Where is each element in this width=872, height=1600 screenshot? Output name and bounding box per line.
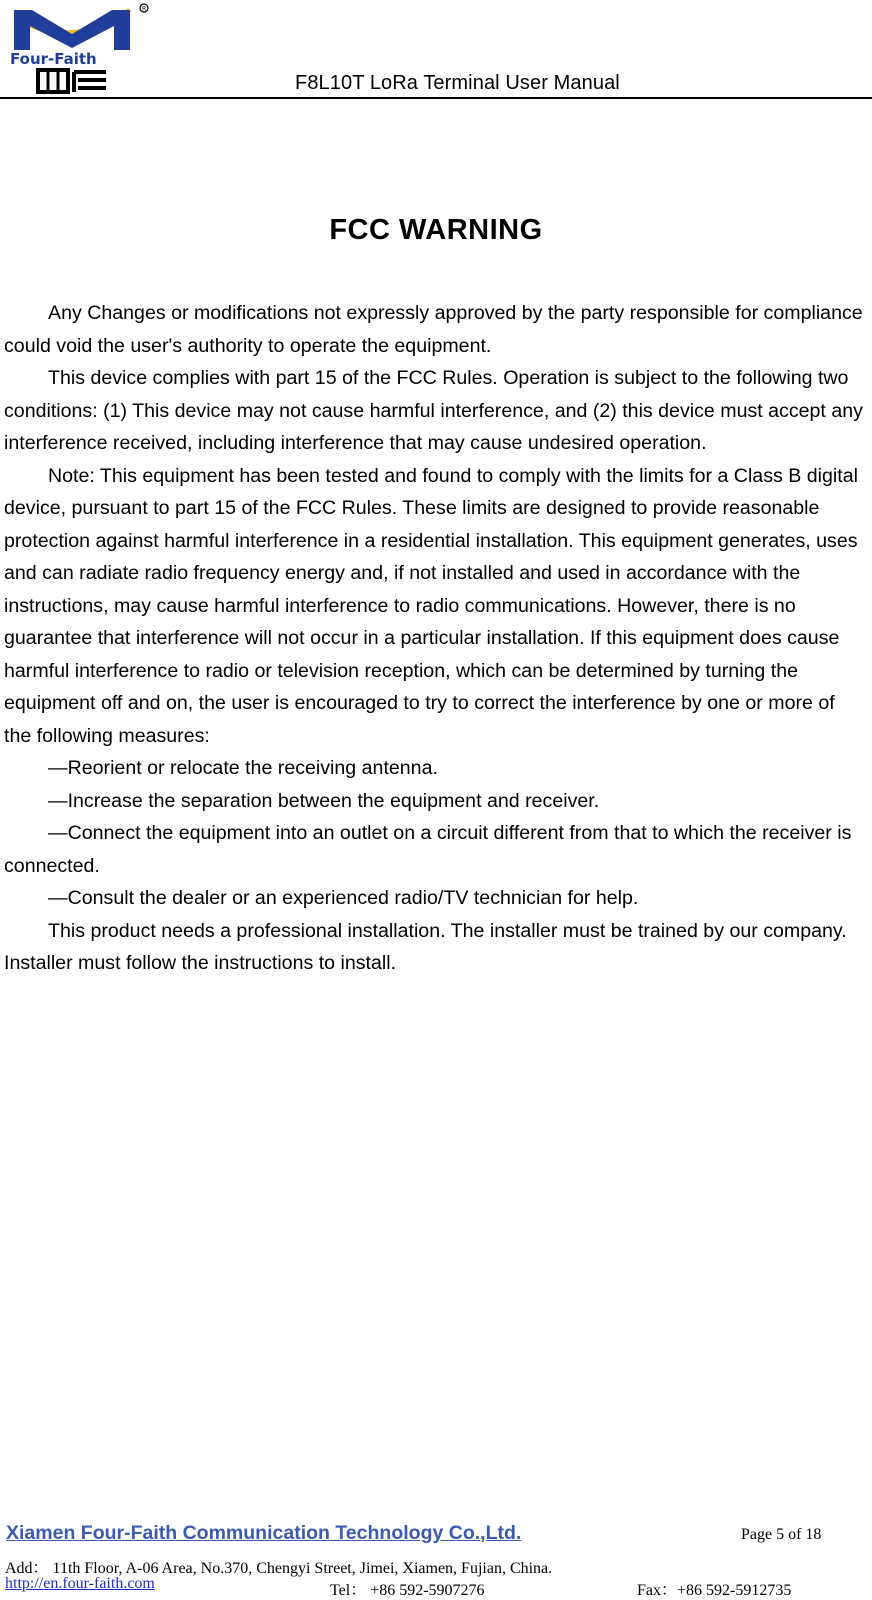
- page-title: FCC WARNING: [329, 214, 543, 246]
- paragraph-changes: Any Changes or modifications not expressly approved by the party responsible for compliance could void the user's authority to operate the equipment.: [4, 302, 863, 357]
- manual-title: F8L10T LoRa Terminal User Manual: [295, 72, 620, 94]
- four-faith-logo: [2, 2, 152, 96]
- logo-brand-text: Four-Faith: [10, 50, 97, 68]
- footer-company-name: Xiamen Four-Faith Communication Technology Co.,Ltd.: [6, 1522, 522, 1544]
- measure-consult: —Consult the dealer or an experienced radio/TV technician for help.: [48, 887, 639, 909]
- header-divider: [0, 97, 872, 99]
- svg-text:R: R: [142, 5, 147, 13]
- paragraph-part15: This device complies with part 15 of the FCC Rules. Operation is subject to the following two conditions: (1) This device may not cause harmful interference, and (2) this device must accept any interference received, including interference that may cause undesired operation.: [4, 367, 863, 454]
- footer-address: Add： 11th Floor, A-06 Area, No.370, Chengyi Street, Jimei, Xiamen, Fujian, China.: [5, 1560, 553, 1577]
- website-link[interactable]: http://en.four-faith.com: [5, 1575, 155, 1592]
- measure-reorient: —Reorient or relocate the receiving antenna.: [48, 757, 438, 779]
- footer-telephone: Tel： +86 592-5907276: [330, 1582, 485, 1599]
- paragraph-installation: This product needs a professional installation. The installer must be trained by our company. Installer must follow the instructions to install.: [4, 919, 847, 974]
- page-header: [0, 0, 872, 100]
- footer-fax: Fax：+86 592-5912735: [637, 1582, 792, 1599]
- paragraph-note: Note: This equipment has been tested and found to comply with the limits for a Class B digital device, pursuant to part 15 of the FCC Rules. These limits are designed to provide reasonable protection against harmful interference in a residential installation. This equipment generates, uses and can radiate radio frequency energy and, if not installed and used in accordance with the instructions, may cause harmful interference to radio communications. However, there is no guarantee that interference will not occur in a particular installation. If this equipment does cause harmful interference to radio or television reception, which can be determined by turning the equipment off and on, the user is encouraged to try to correct the interference by one or more of the following measures:: [4, 464, 858, 747]
- warning-body: [4, 297, 866, 980]
- measure-separation: —Increase the separation between the equipment and receiver.: [48, 789, 600, 812]
- measure-outlet: —Connect the equipment into an outlet on a circuit different from that to which the receiver is connected.: [4, 822, 852, 877]
- page-number: Page 5 of 18: [741, 1526, 822, 1543]
